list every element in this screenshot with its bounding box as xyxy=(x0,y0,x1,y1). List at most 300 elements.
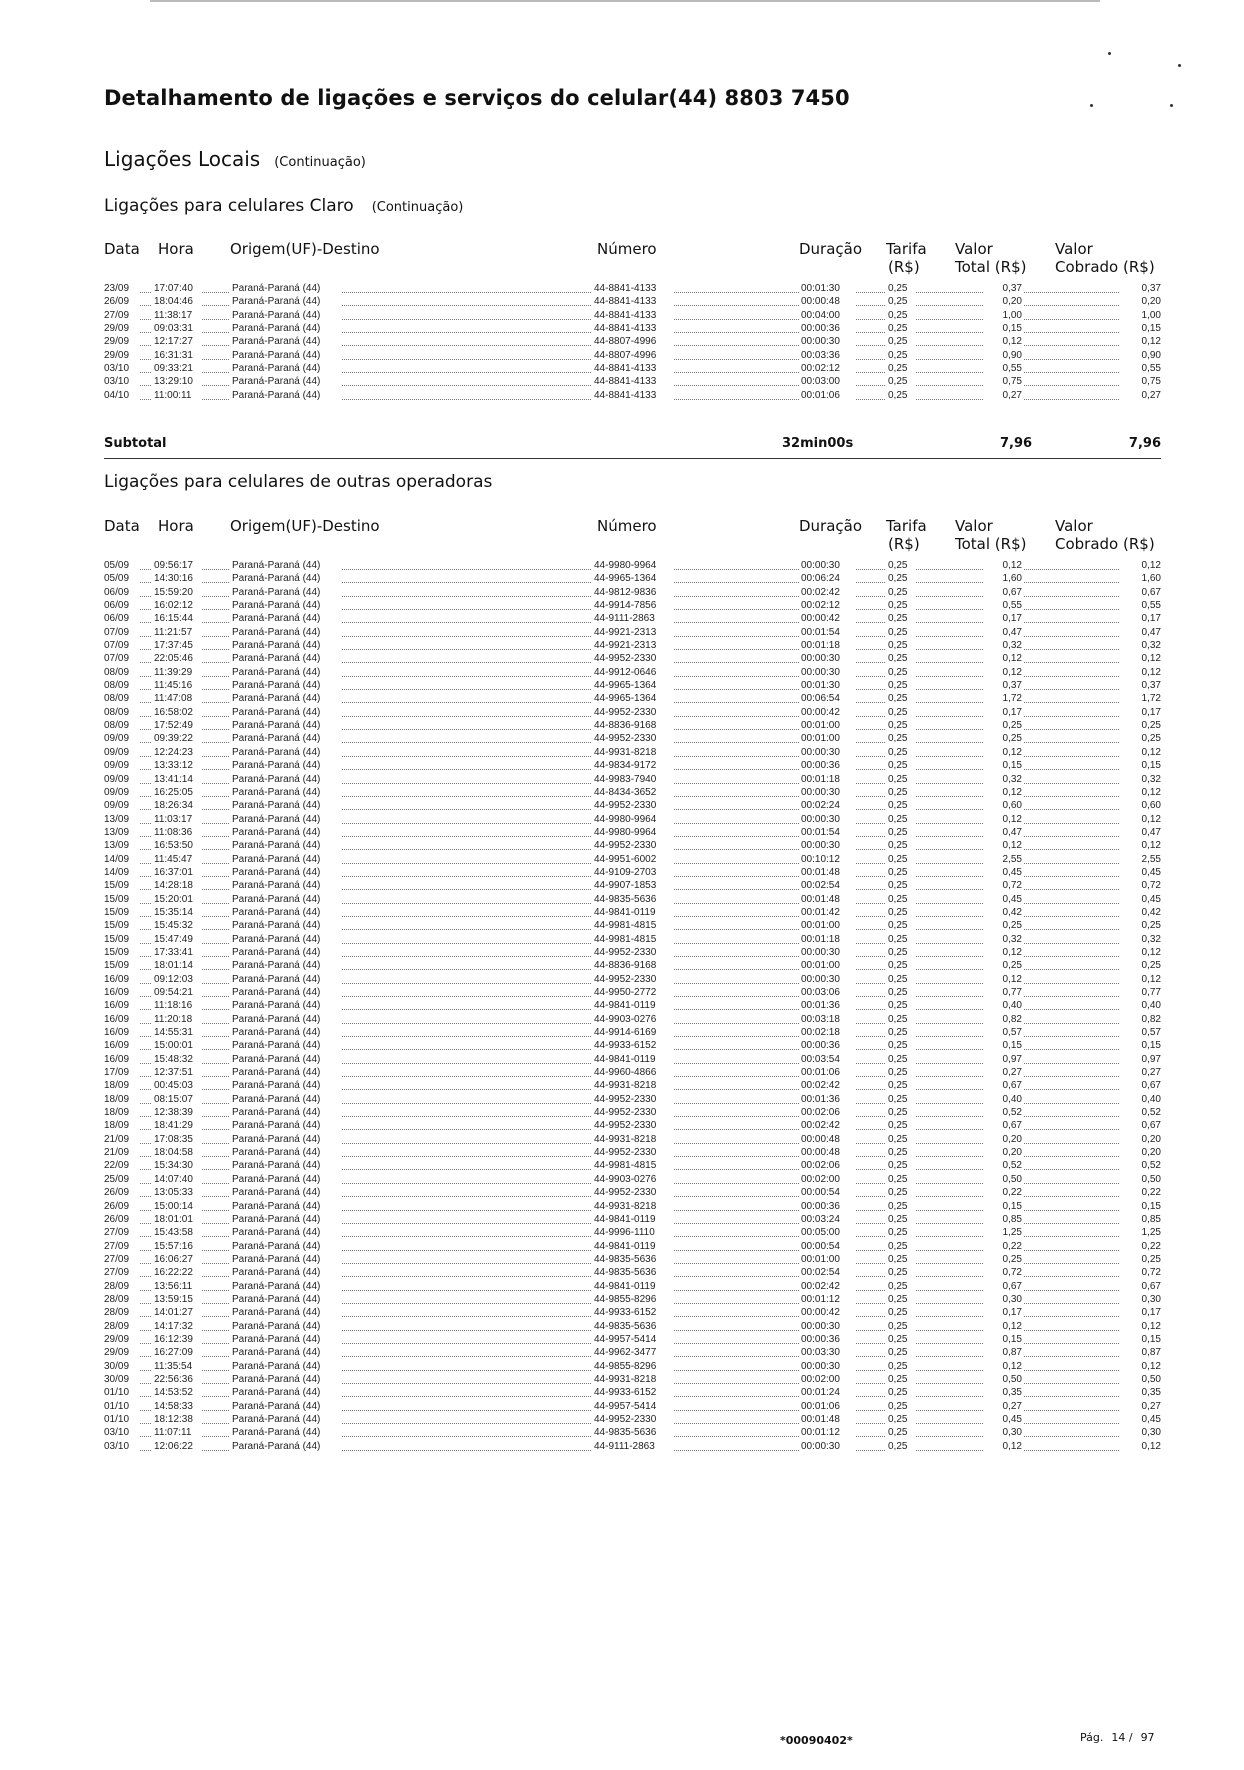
table-row xyxy=(104,1093,1161,1106)
cell-origin-destination: Paraná-Paraná (44) xyxy=(230,389,342,402)
cell-rate: 0,25 xyxy=(886,853,916,866)
cell-charged-value: 0,87 xyxy=(1119,1346,1161,1359)
cell-rate: 0,25 xyxy=(886,599,916,612)
cell-number: 44-9835-5636 xyxy=(592,1320,674,1333)
cell-date: 16/09 xyxy=(104,986,140,999)
cell-duration: 00:01:18 xyxy=(799,639,855,652)
cell-duration: 00:00:30 xyxy=(799,652,855,665)
cell-total-value: 0,52 xyxy=(984,1159,1024,1172)
col-header-origem: Origem(UF)-Destino xyxy=(230,240,380,258)
col-header-tarifa-unit: (R$) xyxy=(888,258,920,276)
cell-date: 21/09 xyxy=(104,1133,140,1146)
cell-total-value: 0,12 xyxy=(984,813,1024,826)
cell-time: 12:38:39 xyxy=(152,1106,202,1119)
scan-speck xyxy=(1170,104,1173,107)
cell-date: 13/09 xyxy=(104,839,140,852)
cell-number: 44-9835-5636 xyxy=(592,1253,674,1266)
table-row xyxy=(104,282,1161,295)
cell-number: 44-9855-8296 xyxy=(592,1360,674,1373)
cell-origin-destination: Paraná-Paraná (44) xyxy=(230,1226,342,1239)
table-row xyxy=(104,1013,1161,1026)
cell-charged-value: 0,12 xyxy=(1119,1360,1161,1373)
cell-charged-value: 0,12 xyxy=(1119,813,1161,826)
cell-rate: 0,25 xyxy=(886,309,916,322)
cell-total-value: 0,45 xyxy=(984,1413,1024,1426)
cell-duration: 00:00:30 xyxy=(799,1320,855,1333)
cell-total-value: 0,20 xyxy=(984,295,1024,308)
cell-number: 44-9952-2330 xyxy=(592,1186,674,1199)
cell-charged-value: 0,40 xyxy=(1119,999,1161,1012)
cell-duration: 00:02:24 xyxy=(799,799,855,812)
cell-number: 44-9980-9964 xyxy=(592,559,674,572)
cell-time: 16:02:12 xyxy=(152,599,202,612)
table-row xyxy=(104,1186,1161,1199)
cell-duration: 00:02:06 xyxy=(799,1159,855,1172)
cell-number: 44-8841-4133 xyxy=(592,309,674,322)
cell-rate: 0,25 xyxy=(886,335,916,348)
cell-duration: 00:02:00 xyxy=(799,1373,855,1386)
col-header-numero: Número xyxy=(597,517,657,535)
cell-total-value: 0,12 xyxy=(984,335,1024,348)
table-row xyxy=(104,906,1161,919)
cell-duration: 00:10:12 xyxy=(799,853,855,866)
cell-duration: 00:01:30 xyxy=(799,282,855,295)
cell-time: 22:56:36 xyxy=(152,1373,202,1386)
cell-duration: 00:01:42 xyxy=(799,906,855,919)
cell-time: 14:07:40 xyxy=(152,1173,202,1186)
cell-number: 44-9965-1364 xyxy=(592,572,674,585)
cell-total-value: 0,32 xyxy=(984,773,1024,786)
col-header-hora: Hora xyxy=(158,240,194,258)
cell-origin-destination: Paraná-Paraná (44) xyxy=(230,1413,342,1426)
cell-date: 01/10 xyxy=(104,1400,140,1413)
cell-time: 09:33:21 xyxy=(152,362,202,375)
cell-rate: 0,25 xyxy=(886,1200,916,1213)
cell-duration: 00:01:54 xyxy=(799,826,855,839)
cell-charged-value: 0,82 xyxy=(1119,1013,1161,1026)
cell-duration: 00:00:30 xyxy=(799,559,855,572)
cell-number: 44-9981-4815 xyxy=(592,933,674,946)
cell-total-value: 0,55 xyxy=(984,362,1024,375)
cell-origin-destination: Paraná-Paraná (44) xyxy=(230,879,342,892)
cell-time: 15:45:32 xyxy=(152,919,202,932)
cell-rate: 0,25 xyxy=(886,826,916,839)
cell-date: 07/09 xyxy=(104,652,140,665)
cell-origin-destination: Paraná-Paraná (44) xyxy=(230,1133,342,1146)
cell-charged-value: 1,72 xyxy=(1119,692,1161,705)
cell-rate: 0,25 xyxy=(886,706,916,719)
cell-total-value: 0,15 xyxy=(984,1200,1024,1213)
cell-origin-destination: Paraná-Paraná (44) xyxy=(230,999,342,1012)
table-row xyxy=(104,839,1161,852)
cell-origin-destination: Paraná-Paraná (44) xyxy=(230,973,342,986)
cell-rate: 0,25 xyxy=(886,1440,916,1453)
cell-duration: 00:00:42 xyxy=(799,706,855,719)
cell-duration: 00:01:00 xyxy=(799,919,855,932)
cell-total-value: 0,60 xyxy=(984,799,1024,812)
cell-duration: 00:00:48 xyxy=(799,295,855,308)
table-row xyxy=(104,719,1161,732)
table-row xyxy=(104,1106,1161,1119)
cell-number: 44-9855-8296 xyxy=(592,1293,674,1306)
cell-time: 11:20:18 xyxy=(152,1013,202,1026)
cell-total-value: 0,27 xyxy=(984,1066,1024,1079)
cell-number: 44-9951-6002 xyxy=(592,853,674,866)
table-row xyxy=(104,639,1161,652)
cell-rate: 0,25 xyxy=(886,1373,916,1386)
cell-total-value: 0,12 xyxy=(984,746,1024,759)
cell-total-value: 0,40 xyxy=(984,1093,1024,1106)
cell-origin-destination: Paraná-Paraná (44) xyxy=(230,773,342,786)
cell-rate: 0,25 xyxy=(886,1039,916,1052)
cell-charged-value: 0,35 xyxy=(1119,1386,1161,1399)
cell-date: 04/10 xyxy=(104,389,140,402)
cell-rate: 0,25 xyxy=(886,1306,916,1319)
cell-charged-value: 0,37 xyxy=(1119,282,1161,295)
cell-charged-value: 0,15 xyxy=(1119,322,1161,335)
cell-charged-value: 0,67 xyxy=(1119,1119,1161,1132)
cell-total-value: 0,40 xyxy=(984,999,1024,1012)
cell-time: 15:48:32 xyxy=(152,1053,202,1066)
cell-total-value: 0,12 xyxy=(984,666,1024,679)
cell-date: 15/09 xyxy=(104,906,140,919)
cell-charged-value: 1,00 xyxy=(1119,309,1161,322)
cell-date: 16/09 xyxy=(104,999,140,1012)
cell-total-value: 0,32 xyxy=(984,639,1024,652)
cell-origin-destination: Paraná-Paraná (44) xyxy=(230,1106,342,1119)
cell-number: 44-9931-8218 xyxy=(592,746,674,759)
col-header-valor-total-unit: Total (R$) xyxy=(955,258,1027,276)
cell-time: 18:12:38 xyxy=(152,1413,202,1426)
cell-time: 16:06:27 xyxy=(152,1253,202,1266)
cell-charged-value: 0,17 xyxy=(1119,1306,1161,1319)
cell-rate: 0,25 xyxy=(886,1119,916,1132)
cell-number: 44-9812-9836 xyxy=(592,586,674,599)
cell-date: 17/09 xyxy=(104,1066,140,1079)
cell-time: 17:07:40 xyxy=(152,282,202,295)
cell-date: 29/09 xyxy=(104,322,140,335)
cell-number: 44-9952-2330 xyxy=(592,1119,674,1132)
cell-date: 08/09 xyxy=(104,679,140,692)
cell-total-value: 0,67 xyxy=(984,586,1024,599)
table-row xyxy=(104,1146,1161,1159)
table-row xyxy=(104,666,1161,679)
table-row xyxy=(104,1119,1161,1132)
cell-rate: 0,25 xyxy=(886,1400,916,1413)
cell-rate: 0,25 xyxy=(886,999,916,1012)
cell-date: 30/09 xyxy=(104,1373,140,1386)
cell-charged-value: 0,15 xyxy=(1119,1200,1161,1213)
cell-charged-value: 0,47 xyxy=(1119,826,1161,839)
cell-charged-value: 0,27 xyxy=(1119,1400,1161,1413)
cell-number: 44-9952-2330 xyxy=(592,839,674,852)
col-header-tarifa: Tarifa xyxy=(886,517,927,535)
cell-date: 15/09 xyxy=(104,893,140,906)
cell-charged-value: 0,72 xyxy=(1119,1266,1161,1279)
cell-duration: 00:00:30 xyxy=(799,946,855,959)
cell-time: 14:53:52 xyxy=(152,1386,202,1399)
cell-duration: 00:00:30 xyxy=(799,839,855,852)
cell-time: 12:17:27 xyxy=(152,335,202,348)
table-row xyxy=(104,389,1161,402)
cell-rate: 0,25 xyxy=(886,626,916,639)
cell-number: 44-9921-2313 xyxy=(592,639,674,652)
cell-number: 44-9841-0119 xyxy=(592,999,674,1012)
col-header-tarifa: Tarifa xyxy=(886,240,927,258)
cell-time: 11:00:11 xyxy=(152,389,202,402)
cell-charged-value: 0,52 xyxy=(1119,1106,1161,1119)
cell-duration: 00:02:42 xyxy=(799,1280,855,1293)
cell-duration: 00:01:00 xyxy=(799,719,855,732)
cell-charged-value: 0,72 xyxy=(1119,879,1161,892)
cell-duration: 00:02:06 xyxy=(799,1106,855,1119)
col-header-valor-cobrado: Valor xyxy=(1055,240,1093,258)
cell-total-value: 0,90 xyxy=(984,349,1024,362)
cell-rate: 0,25 xyxy=(886,389,916,402)
group-title-outras: Ligações para celulares de outras operadoras xyxy=(104,472,493,492)
cell-time: 15:20:01 xyxy=(152,893,202,906)
cell-origin-destination: Paraná-Paraná (44) xyxy=(230,1306,342,1319)
cell-origin-destination: Paraná-Paraná (44) xyxy=(230,853,342,866)
cell-time: 09:39:22 xyxy=(152,732,202,745)
table-row xyxy=(104,799,1161,812)
cell-number: 44-9952-2330 xyxy=(592,799,674,812)
table-row xyxy=(104,1400,1161,1413)
cell-time: 18:01:01 xyxy=(152,1213,202,1226)
cell-number: 44-9933-6152 xyxy=(592,1386,674,1399)
cell-date: 06/09 xyxy=(104,599,140,612)
cell-rate: 0,25 xyxy=(886,362,916,375)
cell-total-value: 0,50 xyxy=(984,1373,1024,1386)
cell-charged-value: 0,12 xyxy=(1119,946,1161,959)
cell-origin-destination: Paraná-Paraná (44) xyxy=(230,933,342,946)
table-row xyxy=(104,1440,1161,1453)
cell-origin-destination: Paraná-Paraná (44) xyxy=(230,335,342,348)
cell-total-value: 0,20 xyxy=(984,1133,1024,1146)
table-row xyxy=(104,1240,1161,1253)
scan-speck xyxy=(1178,64,1181,67)
cell-origin-destination: Paraná-Paraná (44) xyxy=(230,719,342,732)
page-number xyxy=(1080,1731,1155,1744)
cell-date: 15/09 xyxy=(104,959,140,972)
cell-origin-destination: Paraná-Paraná (44) xyxy=(230,652,342,665)
cell-number: 44-9952-2330 xyxy=(592,1106,674,1119)
cell-rate: 0,25 xyxy=(886,1333,916,1346)
col-header-duracao: Duração xyxy=(799,517,863,535)
cell-date: 28/09 xyxy=(104,1320,140,1333)
cell-origin-destination: Paraná-Paraná (44) xyxy=(230,1173,342,1186)
cell-origin-destination: Paraná-Paraná (44) xyxy=(230,919,342,932)
cell-total-value: 0,17 xyxy=(984,612,1024,625)
cell-time: 14:17:32 xyxy=(152,1320,202,1333)
cell-total-value: 0,45 xyxy=(984,893,1024,906)
cell-duration: 00:01:54 xyxy=(799,626,855,639)
cell-time: 22:05:46 xyxy=(152,652,202,665)
cell-total-value: 0,12 xyxy=(984,839,1024,852)
cell-time: 13:59:15 xyxy=(152,1293,202,1306)
cell-origin-destination: Paraná-Paraná (44) xyxy=(230,666,342,679)
cell-date: 07/09 xyxy=(104,639,140,652)
cell-date: 09/09 xyxy=(104,773,140,786)
cell-total-value: 0,85 xyxy=(984,1213,1024,1226)
cell-date: 15/09 xyxy=(104,946,140,959)
cell-date: 13/09 xyxy=(104,813,140,826)
cell-total-value: 0,55 xyxy=(984,599,1024,612)
cell-time: 08:15:07 xyxy=(152,1093,202,1106)
cell-date: 06/09 xyxy=(104,586,140,599)
cell-origin-destination: Paraná-Paraná (44) xyxy=(230,906,342,919)
cell-duration: 00:01:48 xyxy=(799,893,855,906)
col-header-tarifa-unit: (R$) xyxy=(888,535,920,553)
cell-total-value: 0,30 xyxy=(984,1293,1024,1306)
cell-charged-value: 0,27 xyxy=(1119,1066,1161,1079)
cell-number: 44-9962-3477 xyxy=(592,1346,674,1359)
cell-origin-destination: Paraná-Paraná (44) xyxy=(230,839,342,852)
cell-origin-destination: Paraná-Paraná (44) xyxy=(230,1079,342,1092)
cell-rate: 0,25 xyxy=(886,759,916,772)
cell-total-value: 0,75 xyxy=(984,375,1024,388)
cell-date: 16/09 xyxy=(104,1053,140,1066)
cell-date: 03/10 xyxy=(104,362,140,375)
table-row xyxy=(104,1173,1161,1186)
cell-origin-destination: Paraná-Paraná (44) xyxy=(230,786,342,799)
cell-time: 14:01:27 xyxy=(152,1306,202,1319)
cell-total-value: 0,25 xyxy=(984,732,1024,745)
table-row xyxy=(104,1426,1161,1439)
cell-date: 09/09 xyxy=(104,732,140,745)
cell-time: 09:03:31 xyxy=(152,322,202,335)
cell-rate: 0,25 xyxy=(886,773,916,786)
cell-time: 12:24:23 xyxy=(152,746,202,759)
cell-total-value: 2,55 xyxy=(984,853,1024,866)
cell-origin-destination: Paraná-Paraná (44) xyxy=(230,586,342,599)
cell-rate: 0,25 xyxy=(886,866,916,879)
cell-number: 44-9981-4815 xyxy=(592,919,674,932)
scan-speck xyxy=(1090,104,1093,107)
cell-rate: 0,25 xyxy=(886,906,916,919)
cell-time: 11:03:17 xyxy=(152,813,202,826)
cell-number: 44-9952-2330 xyxy=(592,946,674,959)
cell-origin-destination: Paraná-Paraná (44) xyxy=(230,986,342,999)
cell-number: 44-9835-5636 xyxy=(592,893,674,906)
table-row xyxy=(104,933,1161,946)
cell-number: 44-9931-8218 xyxy=(592,1133,674,1146)
cell-origin-destination: Paraná-Paraná (44) xyxy=(230,813,342,826)
cell-date: 15/09 xyxy=(104,933,140,946)
cell-time: 14:28:18 xyxy=(152,879,202,892)
cell-total-value: 0,72 xyxy=(984,1266,1024,1279)
cell-origin-destination: Paraná-Paraná (44) xyxy=(230,1186,342,1199)
table-row xyxy=(104,1159,1161,1172)
cell-duration: 00:03:06 xyxy=(799,986,855,999)
cell-origin-destination: Paraná-Paraná (44) xyxy=(230,1146,342,1159)
cell-date: 09/09 xyxy=(104,786,140,799)
cell-origin-destination: Paraná-Paraná (44) xyxy=(230,309,342,322)
subtotal-total: 7,96 xyxy=(1000,436,1033,451)
cell-number: 44-9109-2703 xyxy=(592,866,674,879)
cell-number: 44-9952-2330 xyxy=(592,973,674,986)
table-row xyxy=(104,1079,1161,1092)
calls-table-outras xyxy=(104,559,1161,1453)
cell-origin-destination: Paraná-Paraná (44) xyxy=(230,866,342,879)
cell-total-value: 0,52 xyxy=(984,1106,1024,1119)
cell-charged-value: 0,40 xyxy=(1119,1093,1161,1106)
cell-number: 44-9933-6152 xyxy=(592,1039,674,1052)
table-header-claro xyxy=(104,240,1161,280)
cell-date: 09/09 xyxy=(104,799,140,812)
cell-number: 44-8841-4133 xyxy=(592,295,674,308)
cell-charged-value: 0,12 xyxy=(1119,1440,1161,1453)
cell-number: 44-9965-1364 xyxy=(592,679,674,692)
cell-date: 30/09 xyxy=(104,1360,140,1373)
cell-time: 11:08:36 xyxy=(152,826,202,839)
page-label: Pág. xyxy=(1080,1731,1104,1744)
cell-charged-value: 0,42 xyxy=(1119,906,1161,919)
subtotal-row xyxy=(104,432,1161,454)
cell-charged-value: 0,47 xyxy=(1119,626,1161,639)
cell-total-value: 0,97 xyxy=(984,1053,1024,1066)
cell-rate: 0,25 xyxy=(886,1253,916,1266)
cell-duration: 00:00:30 xyxy=(799,813,855,826)
table-row xyxy=(104,322,1161,335)
cell-origin-destination: Paraná-Paraná (44) xyxy=(230,959,342,972)
cell-date: 09/09 xyxy=(104,746,140,759)
table-row xyxy=(104,572,1161,585)
cell-charged-value: 0,50 xyxy=(1119,1373,1161,1386)
cell-time: 15:00:14 xyxy=(152,1200,202,1213)
cell-number: 44-8841-4133 xyxy=(592,362,674,375)
cell-rate: 0,25 xyxy=(886,893,916,906)
cell-total-value: 1,60 xyxy=(984,572,1024,585)
table-row xyxy=(104,1386,1161,1399)
group-subtitle: (Continuação) xyxy=(371,200,464,215)
cell-rate: 0,25 xyxy=(886,349,916,362)
cell-duration: 00:03:36 xyxy=(799,349,855,362)
cell-total-value: 0,72 xyxy=(984,879,1024,892)
cell-charged-value: 0,25 xyxy=(1119,919,1161,932)
cell-time: 11:07:11 xyxy=(152,1426,202,1439)
table-header-outras xyxy=(104,517,1161,557)
cell-charged-value: 0,27 xyxy=(1119,389,1161,402)
cell-number: 44-8841-4133 xyxy=(592,389,674,402)
table-row xyxy=(104,759,1161,772)
calls-table-claro xyxy=(104,282,1161,402)
cell-time: 15:35:14 xyxy=(152,906,202,919)
cell-total-value: 0,32 xyxy=(984,933,1024,946)
cell-origin-destination: Paraná-Paraná (44) xyxy=(230,746,342,759)
cell-origin-destination: Paraná-Paraná (44) xyxy=(230,1440,342,1453)
cell-origin-destination: Paraná-Paraná (44) xyxy=(230,706,342,719)
cell-time: 16:37:01 xyxy=(152,866,202,879)
table-row xyxy=(104,893,1161,906)
cell-duration: 00:02:12 xyxy=(799,599,855,612)
table-row xyxy=(104,375,1161,388)
cell-rate: 0,25 xyxy=(886,1293,916,1306)
cell-origin-destination: Paraná-Paraná (44) xyxy=(230,1240,342,1253)
col-header-data: Data xyxy=(104,240,140,258)
table-row xyxy=(104,919,1161,932)
table-row xyxy=(104,786,1161,799)
cell-time: 18:04:46 xyxy=(152,295,202,308)
table-row xyxy=(104,692,1161,705)
cell-charged-value: 0,52 xyxy=(1119,1159,1161,1172)
cell-date: 29/09 xyxy=(104,1333,140,1346)
cell-origin-destination: Paraná-Paraná (44) xyxy=(230,572,342,585)
cell-duration: 00:01:06 xyxy=(799,1400,855,1413)
cell-rate: 0,25 xyxy=(886,375,916,388)
cell-charged-value: 0,25 xyxy=(1119,959,1161,972)
cell-total-value: 0,27 xyxy=(984,389,1024,402)
